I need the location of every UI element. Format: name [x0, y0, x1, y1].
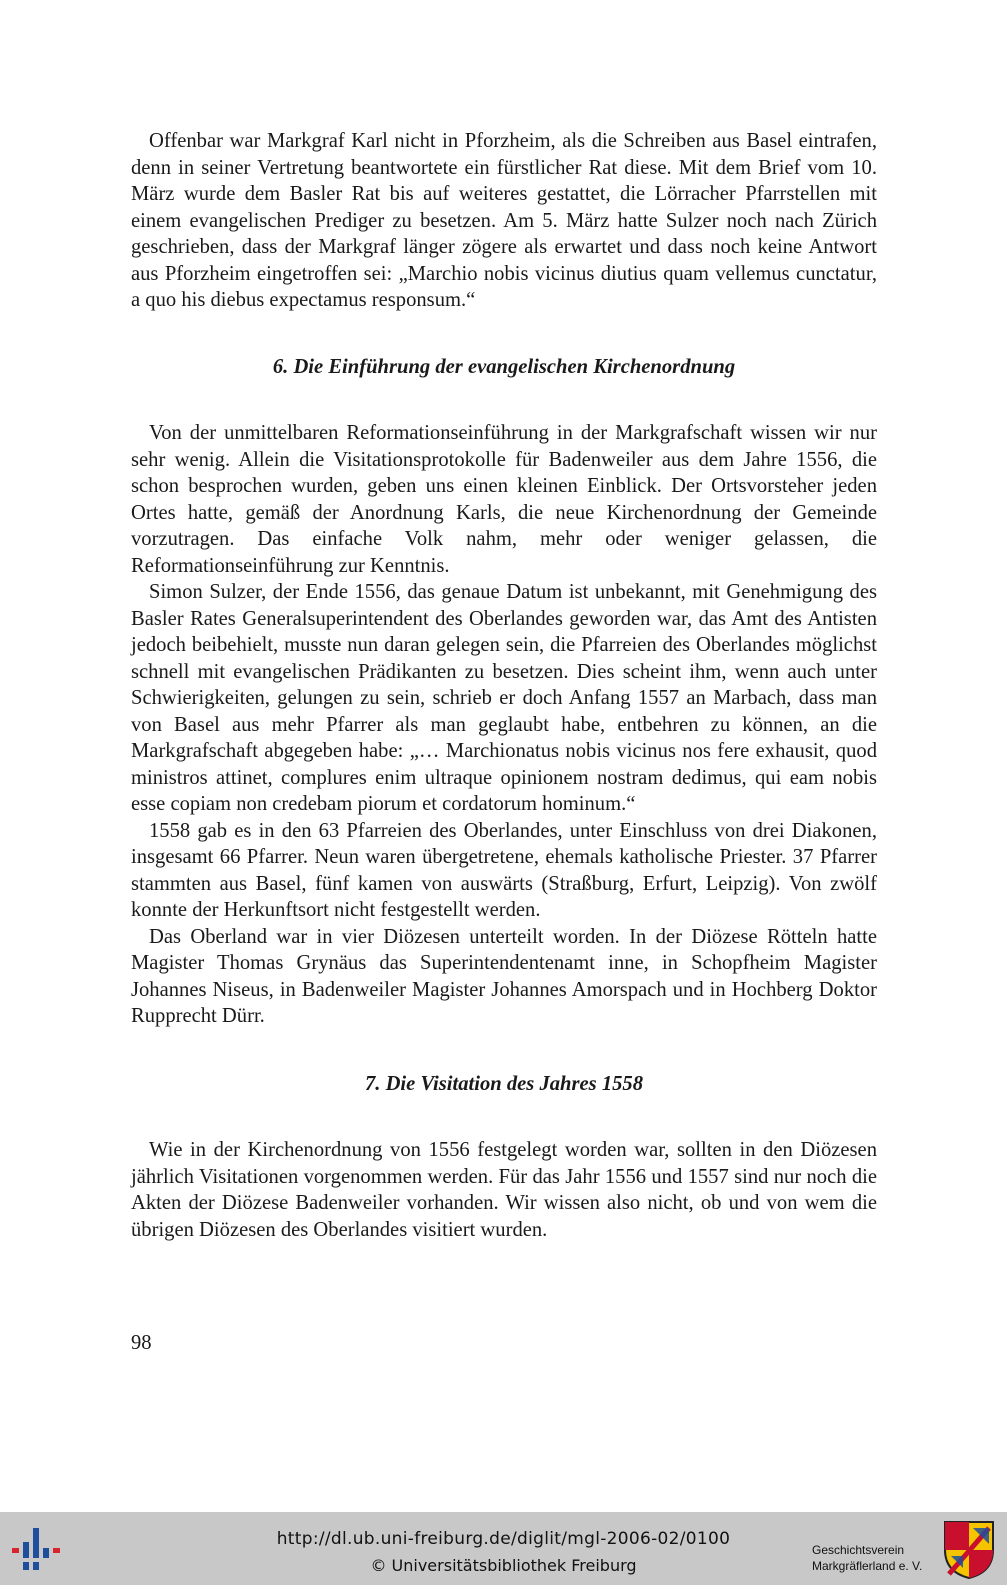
- intro-paragraph: Offenbar war Markgraf Karl nicht in Pforzheim, als die Schreiben aus Basel eintrafen, denn in seiner Vertretung beantwortete ein fürstlicher Rat diese. Mit dem Brief vom 10. März wurde dem Basler Rat bis auf weiteres gestattet, die Lörracher Pfarrstellen mit einem evangelischen Prediger zu besetzen. Am 5. März hatte Sulzer noch nach Zürich geschrieben, dass der Markgraf länger zögere als erwartet und dass noch keine Antwort aus Pforzheim eingetroffen sei: „Marchio nobis vicinus diutius quam vellemus cunctatur, a quo his diebus expectamus responsum.“: [131, 130, 877, 311]
- society-name-line-1: Geschichtsverein: [812, 1543, 905, 1557]
- document-page: [131, 128, 877, 1243]
- society-name-line-2: Markgräflerland e. V.: [812, 1559, 923, 1573]
- section-6-paragraph-2: Simon Sulzer, der Ende 1556, das genaue Datum ist unbekannt, mit Genehmigung des Basler Rates Generalsuperintendent des Oberlandes geworden war, das Amt des Antisten jedoch beibehielt, musste nun daran gelegen sein, die Pfarreien des Oberlandes möglichst schnell mit evangelischen Prädikanten zu besetzen. Dies scheint ihm, wenn auch unter Schwierigkeiten, gelungen zu sein, schrieb er doch Anfang 1557 an Marbach, dass man von Basel aus mehr Pfarrer als man geglaubt habe, entbehren zu können, an die Markgrafschaft abgegeben habe: „… Marchionatus nobis vicinus nos fere exhausit, quod ministros attinet, complures enim ultraque opinionem nostram dedimus, qui eam nobis esse copiam non credebam piorum et cordatorum hominum.“: [131, 581, 877, 815]
- copyright-notice: © Universitätsbibliothek Freiburg: [370, 1556, 637, 1575]
- section-6-paragraph-1: Von der unmittelbaren Reformationseinführung in der Markgrafschaft wissen wir nur sehr wenig. Allein die Visitationsprotokolle für Badenweiler aus dem Jahre 1556, die schon besprochen wurden, geben uns einen kleinen Einblick. Der Ortsvorsteher jeden Ortes hatte, gemäß der Anordnung Karls, die neue Kirchenordnung der Gemeinde vorzutragen. Das einfache Volk nahm, mehr oder weniger gelassen, die Reformationseinführung zur Kenntnis.: [131, 422, 877, 577]
- page-number: 98: [131, 1332, 152, 1354]
- section-7-paragraph-1: Wie in der Kirchenordnung von 1556 festgelegt worden war, sollten in den Diözesen jährlich Visitationen vorgenommen werden. Für das Jahr 1556 und 1557 sind nur noch die Akten der Diözese Badenweiler vorhanden. Wir wissen also nicht, ob und von wem die übrigen Diözesen des Oberlandes visitiert wurden.: [131, 1139, 877, 1241]
- section-7-heading: 7. Die Visitation des Jahres 1558: [364, 1072, 644, 1095]
- coat-of-arms-icon: [943, 1520, 995, 1580]
- source-url-link[interactable]: http://dl.ub.uni-freiburg.de/diglit/mgl-2006-02/0100: [276, 1529, 731, 1549]
- society-name: [812, 1542, 922, 1574]
- section-6-heading: 6. Die Einführung der evangelischen Kirchenordnung: [272, 355, 736, 378]
- footer-bar: [0, 1512, 1007, 1585]
- section-6-paragraph-4: Das Oberland war in vier Diözesen unterteilt worden. In der Diözese Rötteln hatte Magister Thomas Grynäus das Superintendentenamt inne, in Schopfheim Magister Johannes Niseus, in Badenweiler Magister Johannes Amorspach und in Hochberg Doktor Rupprecht Dürr.: [131, 925, 877, 1027]
- section-6-paragraph-3: 1558 gab es in den 63 Pfarreien des Oberlandes, unter Einschluss von drei Diakonen, insgesamt 66 Pfarrer. Neun waren übergetretene, ehemals katholische Priester. 37 Pfarrer stammten aus Basel, fünf kamen von auswärts (Straßburg, Erfurt, Leipzig). Von zwölf konnte der Herkunftsort nicht festgestellt werden.: [131, 819, 877, 921]
